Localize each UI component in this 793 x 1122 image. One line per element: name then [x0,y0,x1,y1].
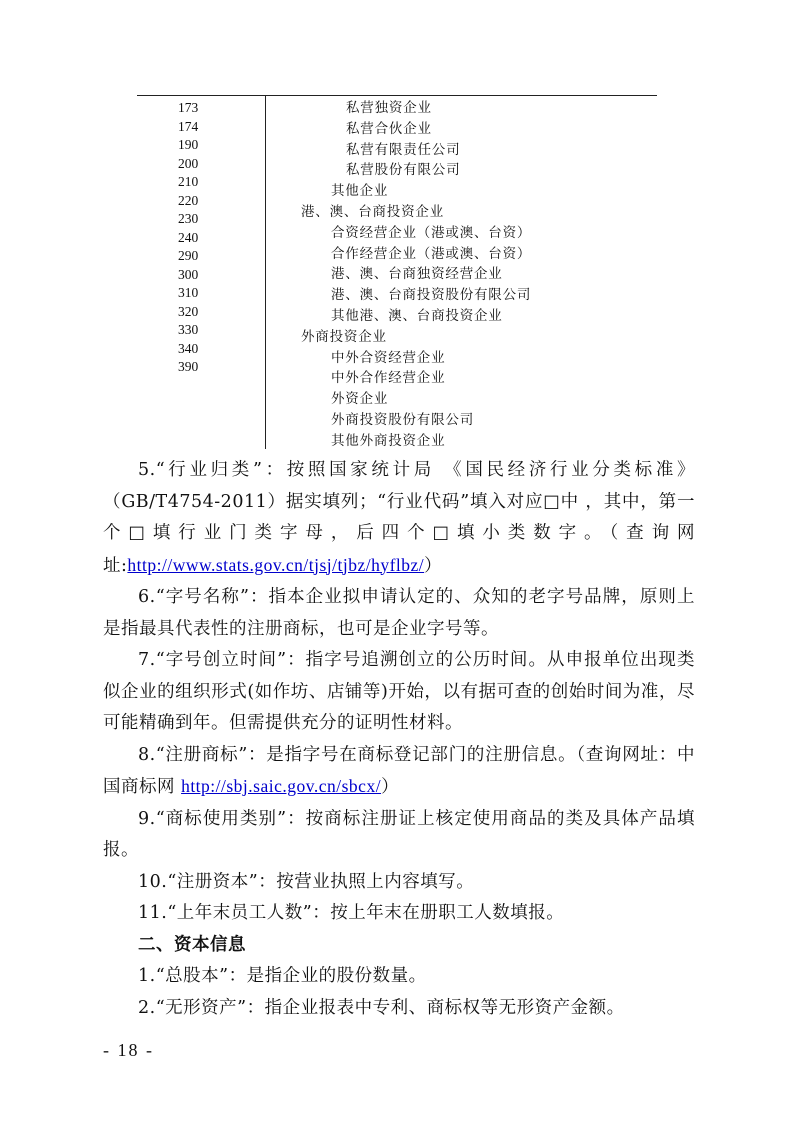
paragraph-total-shares: 1.“总股本”：是指企业的股份数量。 [138,966,427,986]
enterprise-type-name: 外商投资企业 [301,328,387,345]
enterprise-type-name: 其他企业 [331,183,389,200]
page-number: - 18 - [103,1040,154,1060]
enterprise-type-name: 其他港、澳、台商投资企业 [331,307,503,324]
enterprise-type-name: 私营独资企业 [346,100,432,116]
paragraph-text: ） [381,777,400,797]
enterprise-type-name: 港、澳、台商投资企业 [301,203,444,220]
code-column [178,99,238,377]
enterprise-type-name: 外商投资股份有限公司 [331,411,474,428]
code-cell: 174 [178,118,199,134]
paragraph-trademark-category: 9.“商标使用类别”：按商标注册证上核定使用商品的类及具体产品填报。 [103,808,695,860]
code-cell: 200 [178,155,199,171]
paragraph-employee-count: 11.“上年末员工人数”：按上年末在册职工人数填报。 [138,903,565,923]
section-heading-capital-info: 二、资本信息 [138,934,246,955]
code-cell: 310 [178,285,199,300]
stats-gov-link[interactable]: http://www.stats.gov.cn/tjsj/tjbz/hyflbz/ [127,554,425,575]
enterprise-type-name: 合作经营企业（港或澳、台资） [331,245,532,262]
table-top-rule [137,95,657,96]
code-cell: 210 [178,174,199,189]
enterprise-type-name: 其他外商投资企业 [331,432,446,449]
code-cell: 330 [178,322,199,337]
paragraph-registered-capital: 10.“注册资本”：按营业执照上内容填写。 [138,871,475,892]
code-cell: 340 [178,340,199,356]
enterprise-type-name: 外资企业 [331,391,389,408]
enterprise-type-name: 中外合作经营企业 [331,370,446,387]
code-cell: 300 [178,266,199,282]
enterprise-type-name: 合资经营企业（港或澳、台资） [331,224,532,241]
enterprise-type-name: 中外合资经营企业 [331,349,446,366]
enterprise-type-name: 私营合伙企业 [346,120,432,137]
code-cell: 220 [178,192,199,208]
enterprise-type-name: 私营股份有限公司 [346,162,461,179]
paragraph-intangible-assets: 2.“无形资产”：指企业报表中专利、商标权等无形资产金额。 [138,997,625,1018]
enterprise-type-code-table [137,95,657,449]
paragraph-industry-classification [103,455,695,582]
paragraph-text: ） [424,555,443,576]
code-cell: 240 [178,229,199,245]
enterprise-type-name: 港、澳、台商投资股份有限公司 [331,287,532,304]
code-cell: 320 [178,303,199,319]
paragraph-registered-trademark [103,740,695,804]
enterprise-type-name: 私营有限责任公司 [346,141,461,158]
enterprise-type-name: 港、澳、台商独资经营企业 [331,266,503,283]
paragraph-brand-name: 6.“字号名称”：指本企业拟申请认定的、众知的老字号品牌，原则上是指最具代表性的注册商标，也可是企业字号等。 [103,587,695,639]
paragraph-brand-founding-time: 7.“字号创立时间”：指字号追溯创立的公历时间。从申报单位出现类似企业的组织形式(如作坊、店铺等)开始，以有据可查的创始时间为准，尽可能精确到年。但需提供充分的证明性材料。 [103,650,695,733]
code-cell: 173 [178,100,199,115]
code-cell: 230 [178,211,199,226]
trademark-query-link[interactable]: http://sbj.saic.gov.cn/sbcx/ [181,776,382,796]
table-column-divider [265,95,266,449]
code-cell: 290 [178,248,199,263]
paragraph-text: 5.“行业归类”：按照国家统计局 《国民经济行业分类标准》（GB/T4754-2011）据实填列；“行业代码”填入对应□中 ，其中，第一个□填行业门类字母，后四个□填小类数字。（查询网址: [103,460,695,576]
code-cell: 190 [178,137,199,152]
instructions-body [103,455,695,1024]
code-cell: 390 [178,359,199,374]
name-column [301,98,661,452]
paragraph-text: 8.“注册商标”：是指字号在商标登记部门的注册信息。（查询网址：中国商标网 [103,744,695,797]
